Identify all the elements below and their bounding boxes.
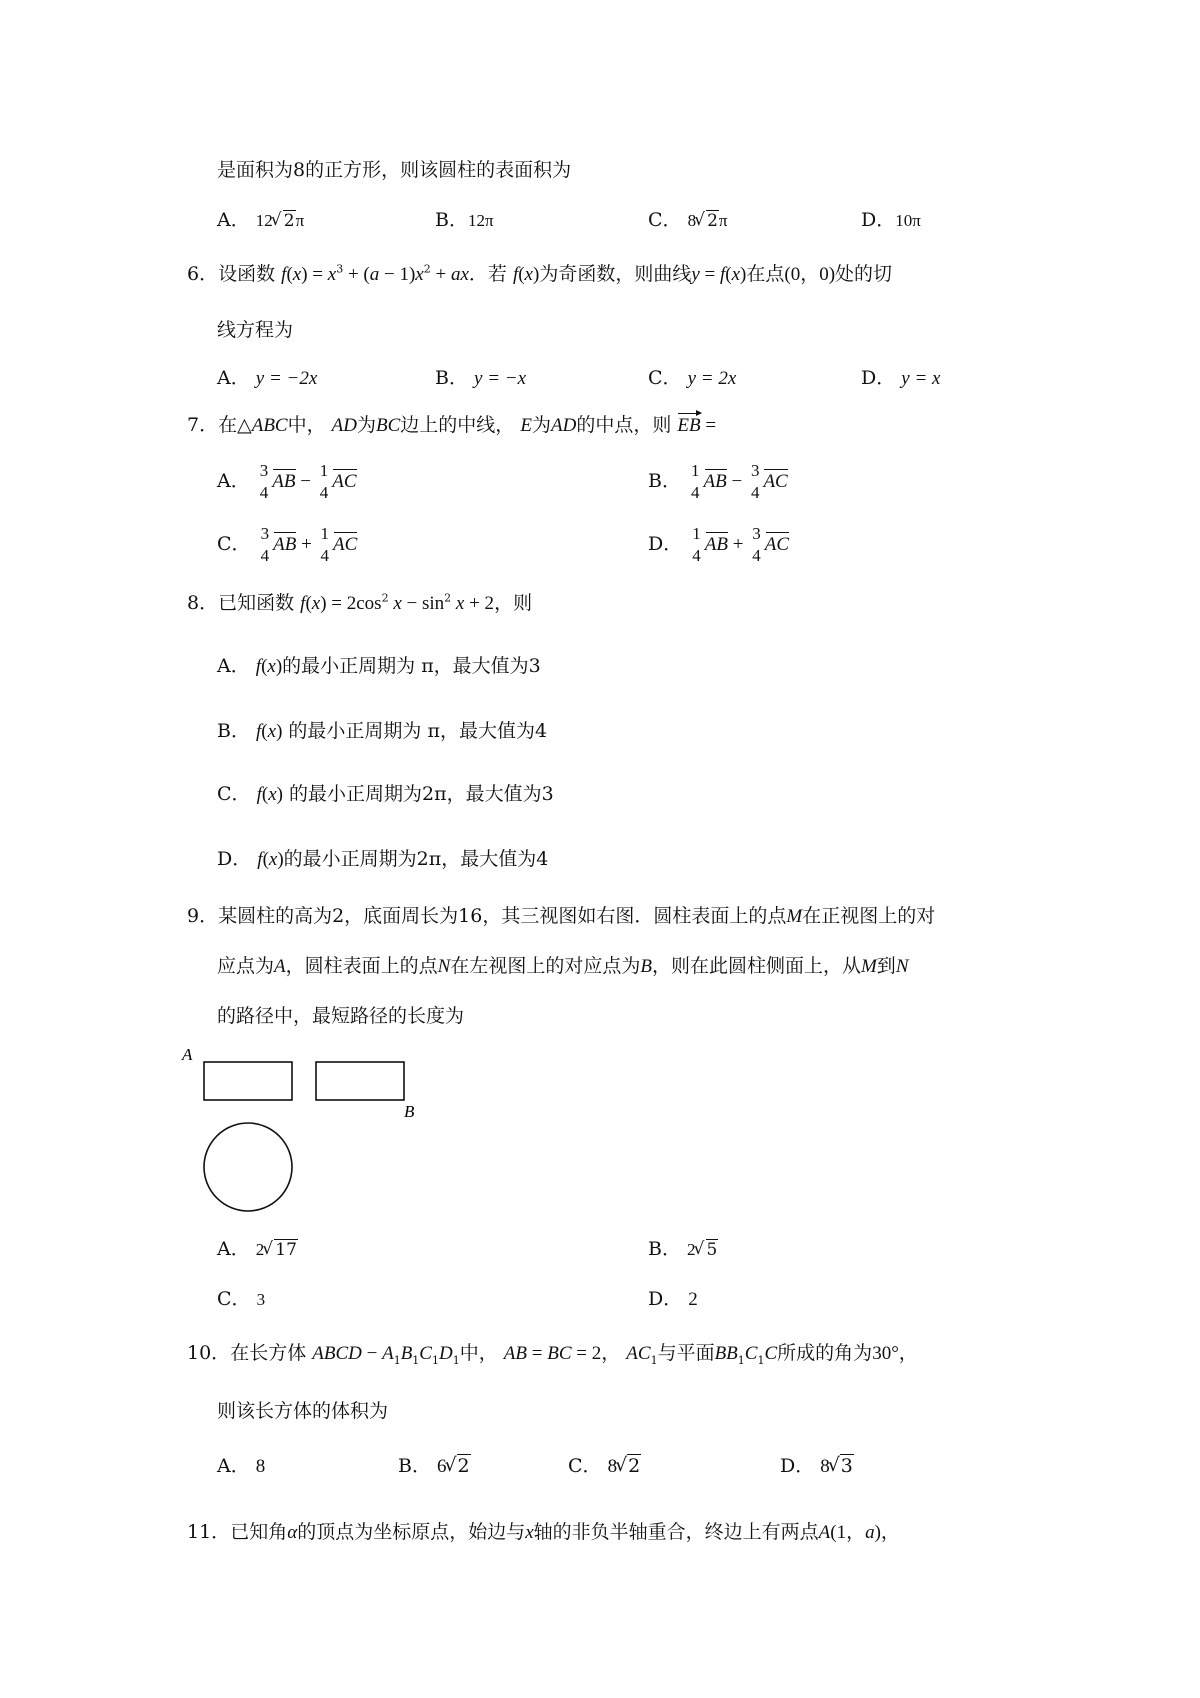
q5-continuation: 是面积为8的正方形，则该圆柱的表面积为	[217, 159, 572, 181]
q10-option-d[interactable]: D． 8√ 3	[780, 1452, 854, 1481]
q10-stem-line1: 10．在长方体 ABCD − $A_1B_1C_1D_1$中， AB = BC = 2， $AC_1$与平面$BB_1C_1C$所成的角为30°，	[187, 1342, 918, 1367]
three-view-figure	[180, 1046, 420, 1226]
figure-label-b: B	[404, 1102, 415, 1121]
q9-option-d[interactable]: D． 2	[648, 1288, 698, 1310]
q10-option-c[interactable]: C． 8√ 2	[568, 1452, 641, 1481]
q7-option-c[interactable]: C． 3 4 AB + 1 4 AC	[217, 524, 358, 565]
q6-option-b[interactable]: B． y = −x	[435, 367, 527, 389]
q9-option-a[interactable]: A． 2√ 17	[217, 1235, 298, 1264]
q6-stem-line2: 线方程为	[217, 319, 294, 341]
q8-option-a[interactable]: A． f(x)的最小正周期为 π，最大值为3	[217, 655, 541, 677]
side-view-rect	[316, 1062, 404, 1100]
q10-stem-line2: 则该长方体的体积为	[217, 1400, 389, 1422]
q7-stem: 7．在△ABC中， AD为BC边上的中线， E为AD的中点，则 EB =	[187, 411, 716, 440]
q7-option-b[interactable]: B． 1 4 AB − 3 4 AC	[648, 461, 788, 502]
q8-option-d[interactable]: D． f(x)的最小正周期为2π，最大值为4	[217, 848, 549, 870]
q5-option-b[interactable]: B．12π	[435, 209, 494, 231]
q10-option-a[interactable]: A． 8	[217, 1455, 266, 1477]
q6-option-c[interactable]: C． y = 2x	[648, 367, 737, 389]
q6-option-d[interactable]: D． y = x	[861, 367, 941, 389]
q5-option-d[interactable]: D．10π	[861, 209, 921, 231]
q8-stem: 8．已知函数 $f(x) = 2\cos^2$ $x - \sin^2 x + 2$，则	[187, 591, 533, 614]
q9-stem-line1: 9．某圆柱的高为2，底面周长为16，其三视图如右图．圆柱表面上的点M在正视图上的对	[187, 905, 936, 927]
q6-option-a[interactable]: A． y = −2x	[217, 367, 318, 389]
front-view-rect	[204, 1062, 292, 1100]
q11-stem-line1: 11．已知角α的顶点为坐标原点，始边与x轴的非负半轴重合，终边上有两点A(1，a)，	[187, 1521, 900, 1543]
q7-option-d[interactable]: D． 1 4 AB + 3 4 AC	[648, 524, 789, 565]
q9-stem-line2: 应点为A，圆柱表面上的点N在左视图上的对应点为B，则在此圆柱侧面上，从M到N	[217, 955, 909, 977]
q9-stem-line3: 的路径中，最短路径的长度为	[217, 1005, 465, 1027]
q9-option-c[interactable]: C． 3	[217, 1288, 266, 1310]
q8-option-c[interactable]: C． f(x) 的最小正周期为2π，最大值为3	[217, 783, 554, 805]
q8-option-b[interactable]: B． f(x) 的最小正周期为 π，最大值为4	[217, 720, 548, 742]
q9-option-b[interactable]: B． 2√ 5	[648, 1235, 718, 1264]
q5-option-c[interactable]: C． 8√ 2π	[648, 206, 728, 235]
q10-option-b[interactable]: B． 6√ 2	[398, 1452, 471, 1481]
figure-label-a: A	[182, 1046, 193, 1064]
q6-stem-line1: 6．设函数 $f(x) = x^3 + (a - 1)x^2$ + ax．若 f(x)为奇函数，则曲线y = f(x)在点(0，0)处的切	[187, 262, 893, 285]
top-view-circle	[204, 1123, 292, 1211]
q7-option-a[interactable]: A． 3 4 AB − 1 4 AC	[217, 461, 357, 502]
q5-option-a[interactable]: A． 12√ 2π	[217, 206, 304, 235]
